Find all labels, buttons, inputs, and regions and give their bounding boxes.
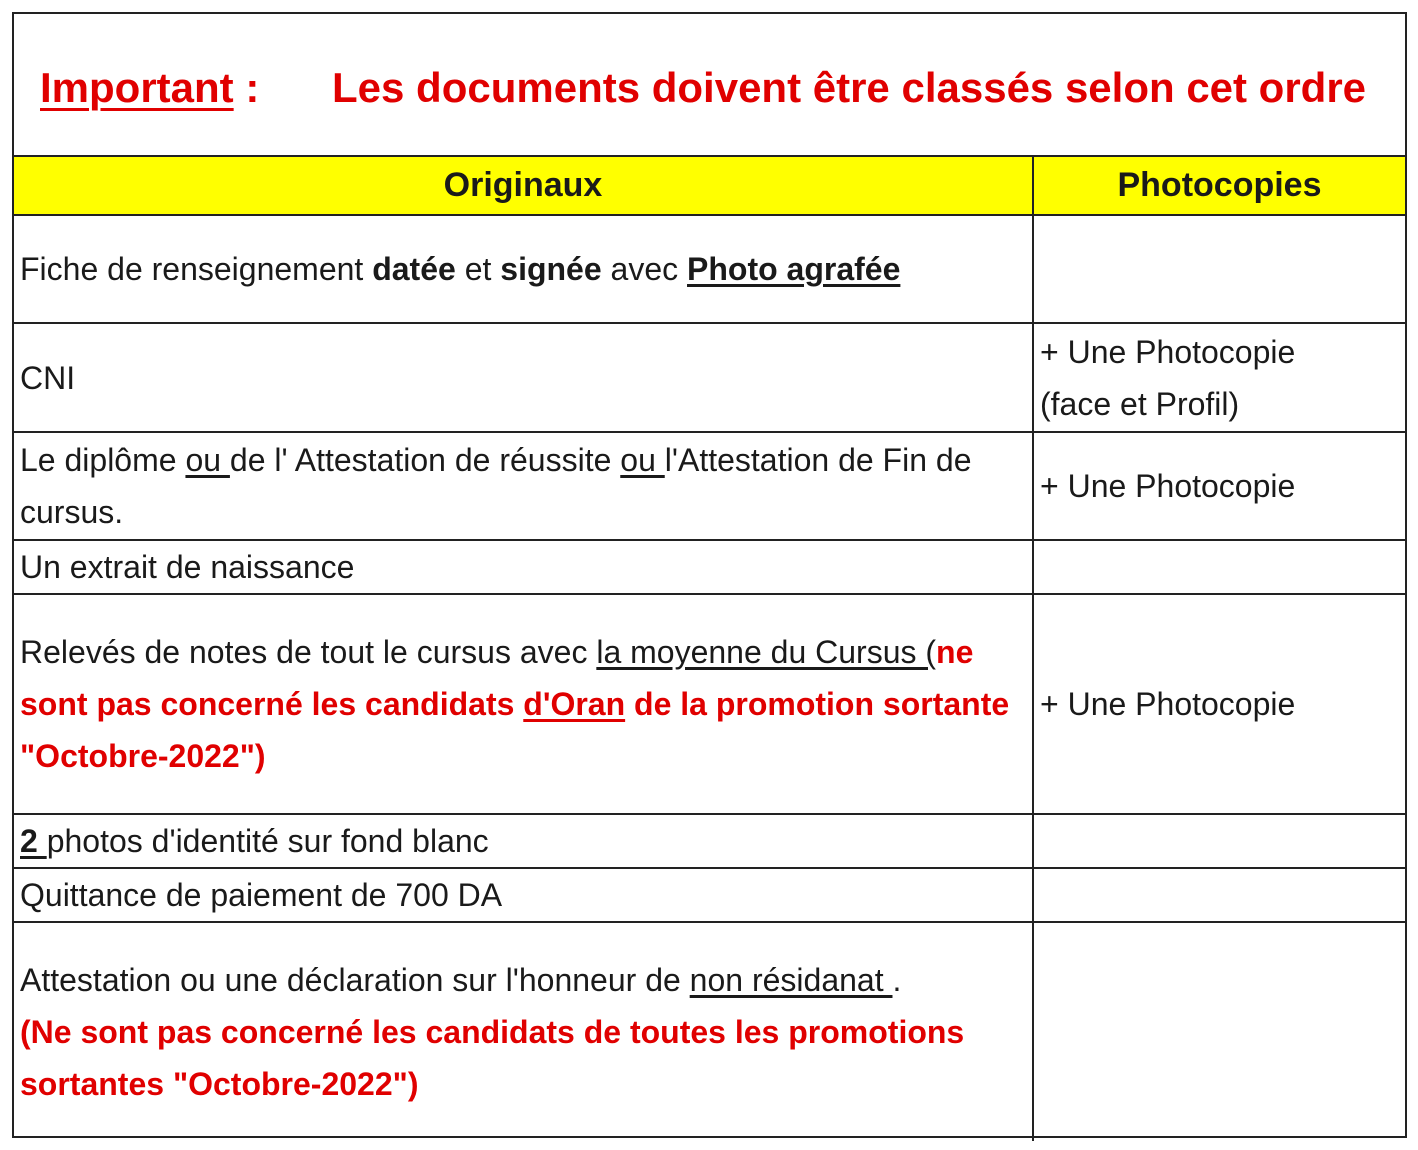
cell-releves xyxy=(14,594,1033,814)
table-row xyxy=(14,922,1405,1141)
fiche-datee: datée xyxy=(372,251,456,287)
important-label xyxy=(40,64,259,112)
diplome-text-3: l'Attestation de Fin de cursus. xyxy=(20,442,972,530)
table-row xyxy=(14,814,1405,868)
copy-line-2: (face et Profil) xyxy=(1040,385,1240,422)
table-row xyxy=(14,323,1405,432)
cell-cni: CNI xyxy=(14,323,1033,432)
table-row xyxy=(14,215,1405,323)
cell-attestation xyxy=(14,922,1033,1141)
header-banner xyxy=(14,14,1405,157)
cell-fiche xyxy=(14,215,1033,323)
fiche-text: Fiche de renseignement xyxy=(20,251,373,287)
releves-note-red: ne sont pas concerné les candidats xyxy=(20,634,974,722)
cell-copy xyxy=(1033,814,1405,868)
releves-oran: d'Oran xyxy=(523,686,626,722)
attestation-period: . xyxy=(892,962,902,998)
table-row xyxy=(14,594,1405,814)
cell-copy xyxy=(1033,868,1405,922)
releves-moyenne: la moyenne du Cursus ( xyxy=(596,634,937,670)
important-word: Important xyxy=(40,64,234,111)
photos-text: photos d'identité sur fond blanc xyxy=(46,823,489,859)
attestation-non-residanat: non résidanat xyxy=(689,962,893,998)
photos-count: 2 xyxy=(20,823,47,859)
attestation-note-red: (Ne sont pas concerné les candidats de toutes les promotions sortantes "Octobre-2022") xyxy=(20,1014,965,1102)
releves-note-red-2: de la promotion sortante "Octobre-2022") xyxy=(20,686,1010,774)
diplome-text-2: de l' Attestation de réussite xyxy=(229,442,621,478)
cell-copy: + Une Photocopie xyxy=(1033,594,1405,814)
cell-copy xyxy=(1033,540,1405,594)
document-frame xyxy=(12,12,1407,1138)
diplome-ou-2: ou xyxy=(620,442,665,478)
table-row xyxy=(14,432,1405,540)
table-row xyxy=(14,868,1405,922)
col-header-originals: Originaux xyxy=(14,157,1033,215)
important-colon: : xyxy=(233,64,260,111)
copy-line-1: + Une Photocopie xyxy=(1040,333,1296,370)
attestation-text: Attestation ou une déclaration sur l'honneur de xyxy=(20,962,690,998)
header-message: Les documents doivent être classés selon cet ordre xyxy=(332,64,1367,111)
fiche-text-2: et xyxy=(455,251,501,287)
releves-text: Relevés de notes de tout le cursus avec xyxy=(20,634,597,670)
cell-photos xyxy=(14,814,1033,868)
fiche-text-3: avec xyxy=(601,251,688,287)
cell-copy xyxy=(1033,922,1405,1141)
table-header-row xyxy=(14,157,1405,215)
col-header-copies: Photocopies xyxy=(1033,157,1405,215)
cell-copy xyxy=(1033,215,1405,323)
cell-quittance: Quittance de paiement de 700 DA xyxy=(14,868,1033,922)
cell-diplome xyxy=(14,432,1033,540)
fiche-signee: signée xyxy=(500,251,602,287)
cell-extrait: Un extrait de naissance xyxy=(14,540,1033,594)
diplome-text: Le diplôme xyxy=(20,442,186,478)
fiche-photo: Photo agrafée xyxy=(687,251,901,287)
cell-copy xyxy=(1033,323,1405,432)
documents-table xyxy=(14,157,1405,1141)
diplome-ou-1: ou xyxy=(185,442,230,478)
cell-copy: + Une Photocopie xyxy=(1033,432,1405,540)
table-row xyxy=(14,540,1405,594)
